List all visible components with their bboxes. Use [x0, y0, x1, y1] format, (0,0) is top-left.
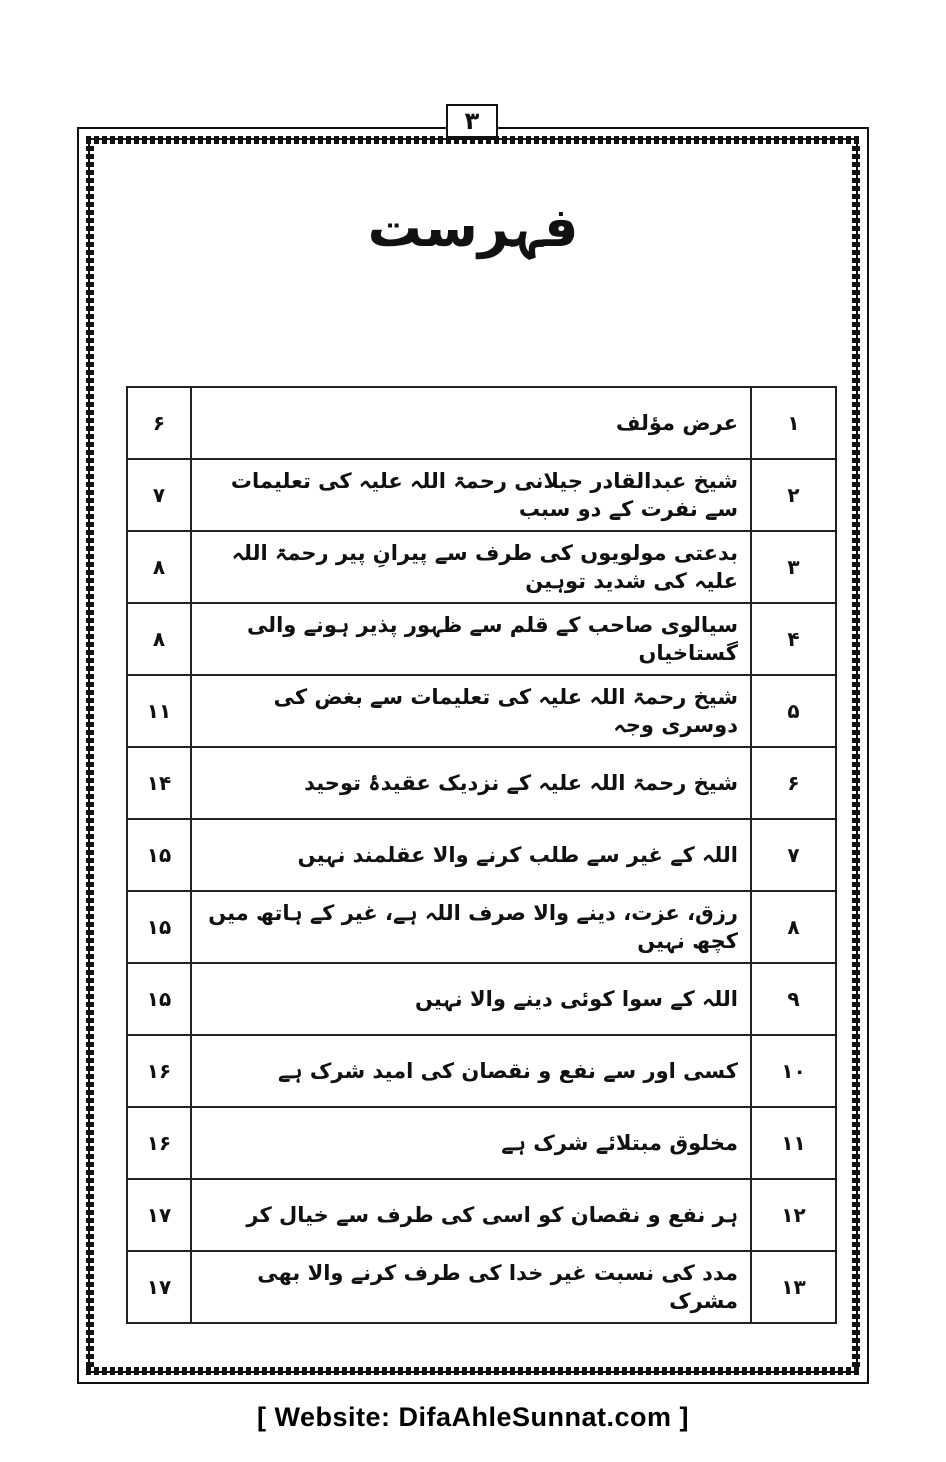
toc-page: ۱۵	[127, 963, 191, 1035]
toc-page: ۸	[127, 531, 191, 603]
toc-title: شیخ رحمۃ اللہ علیہ کے نزدیک عقیدۂ توحید	[191, 747, 751, 819]
toc-title: مدد کی نسبت غیر خدا کی طرف کرنے والا بھی مشرک	[191, 1251, 751, 1323]
toc-page: ۸	[127, 603, 191, 675]
toc-number: ۲	[751, 459, 836, 531]
toc-row	[127, 963, 836, 1035]
toc-page: ۱۵	[127, 819, 191, 891]
toc-row	[127, 603, 836, 675]
toc-row	[127, 1107, 836, 1179]
toc-title: بدعتی مولویوں کی طرف سے پیرانِ پیر رحمۃ اللہ علیہ کی شدید توہین	[191, 531, 751, 603]
toc-title: اللہ کے غیر سے طلب کرنے والا عقلمند نہیں	[191, 819, 751, 891]
toc-row	[127, 747, 836, 819]
toc-title: رزق، عزت، دینے والا صرف اللہ ہے، غیر کے ہاتھ میں کچھ نہیں	[191, 891, 751, 963]
toc-title: شیخ عبدالقادر جیلانی رحمۃ اللہ علیہ کی تعلیمات سے نفرت کے دو سبب	[191, 459, 751, 531]
toc-row	[127, 387, 836, 459]
toc-number: ۱	[751, 387, 836, 459]
toc-title: کسی اور سے نفع و نقصان کی امید شرک ہے	[191, 1035, 751, 1107]
toc-number: ۹	[751, 963, 836, 1035]
toc-title: سیالوی صاحب کے قلم سے ظہور پذیر ہونے والی گستاخیاں	[191, 603, 751, 675]
toc-page: ۷	[127, 459, 191, 531]
toc-page: ۶	[127, 387, 191, 459]
toc-number: ۱۳	[751, 1251, 836, 1323]
toc-number: ۱۱	[751, 1107, 836, 1179]
toc-number: ۱۰	[751, 1035, 836, 1107]
toc-row	[127, 1035, 836, 1107]
toc-page: ۱۴	[127, 747, 191, 819]
toc-number: ۶	[751, 747, 836, 819]
toc-title: مخلوق مبتلائے شرک ہے	[191, 1107, 751, 1179]
toc-row	[127, 1179, 836, 1251]
toc-number: ۴	[751, 603, 836, 675]
toc-number: ۸	[751, 891, 836, 963]
toc-page: ۱۶	[127, 1107, 191, 1179]
toc-title: شیخ رحمۃ اللہ علیہ کی تعلیمات سے بغض کی دوسری وجہ	[191, 675, 751, 747]
toc-page: ۱۱	[127, 675, 191, 747]
toc-number: ۳	[751, 531, 836, 603]
toc-row	[127, 459, 836, 531]
toc-title: عرض مؤلف	[191, 387, 751, 459]
toc-page: ۱۷	[127, 1251, 191, 1323]
page-number: ۳	[446, 104, 498, 138]
toc-row	[127, 1251, 836, 1323]
toc-page: ۱۵	[127, 891, 191, 963]
toc-page: ۱۶	[127, 1035, 191, 1107]
toc-row	[127, 675, 836, 747]
toc-number: ۷	[751, 819, 836, 891]
page-title: فہرست	[367, 196, 579, 259]
toc-number: ۵	[751, 675, 836, 747]
table-of-contents	[126, 386, 837, 1324]
toc-row	[127, 891, 836, 963]
toc-number: ۱۲	[751, 1179, 836, 1251]
toc-row	[127, 819, 836, 891]
website-footer: [ Website: DifaAhleSunnat.com ]	[256, 1402, 690, 1432]
toc-title: اللہ کے سوا کوئی دینے والا نہیں	[191, 963, 751, 1035]
toc-page: ۱۷	[127, 1179, 191, 1251]
toc-title: ہر نفع و نقصان کو اسی کی طرف سے خیال کر	[191, 1179, 751, 1251]
toc-row	[127, 531, 836, 603]
